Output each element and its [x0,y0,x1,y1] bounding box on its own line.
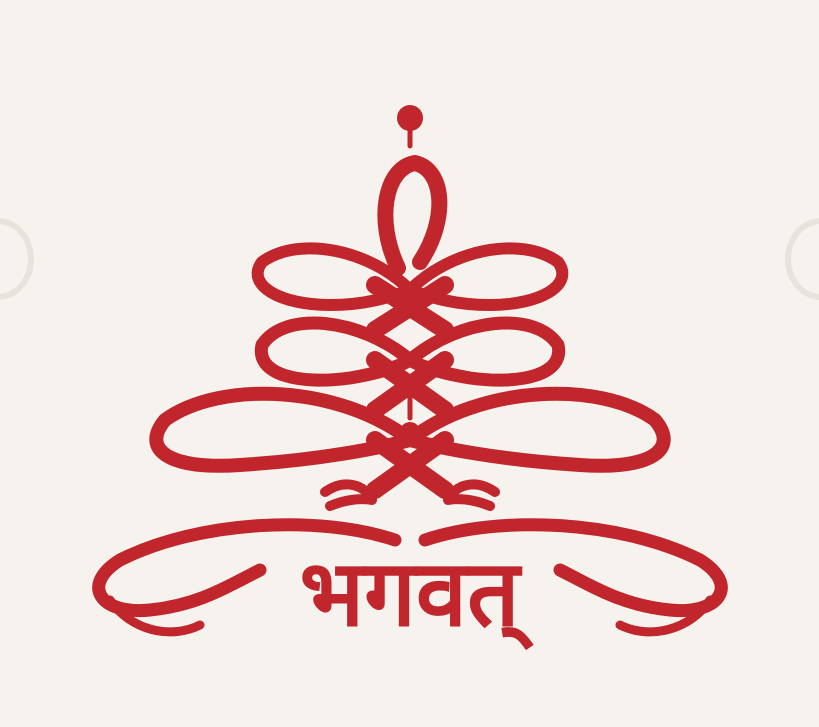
top-teardrop-loop [385,163,439,268]
center-drop [400,422,420,442]
top-dot [397,105,423,131]
bird-right [448,484,495,506]
logo-wordmark: भगवत् [299,540,520,647]
bird-left [325,484,372,506]
